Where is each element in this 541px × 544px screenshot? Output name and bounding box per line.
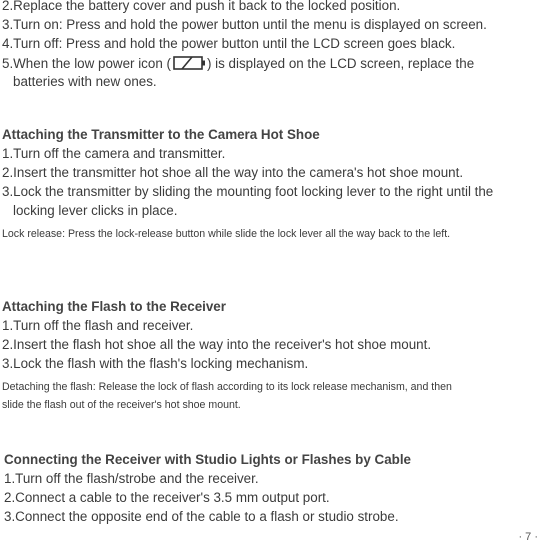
transmitter-step-3-continued: locking lever clicks in place. bbox=[13, 203, 178, 218]
page-number: · 7 · bbox=[518, 531, 538, 543]
receiver-step-1: 1.Turn off the flash and receiver. bbox=[2, 318, 194, 333]
transmitter-step-3: 3.Lock the transmitter by sliding the mounting foot locking lever to the right until the bbox=[2, 184, 494, 199]
cable-step-3: 3.Connect the opposite end of the cable to a flash or studio strobe. bbox=[4, 509, 399, 524]
cable-heading: Connecting the Receiver with Studio Lights or Flashes by Cable bbox=[4, 452, 411, 467]
transmitter-step-1: 1.Turn off the camera and transmitter. bbox=[2, 146, 226, 161]
battery-step-4: 4.Turn off: Press and hold the power button until the LCD screen goes black. bbox=[2, 36, 456, 51]
receiver-step-2: 2.Insert the flash hot shoe all the way into the receiver's hot shoe mount. bbox=[2, 337, 432, 352]
battery-step-5 bbox=[2, 55, 474, 75]
low-battery-icon bbox=[172, 55, 206, 75]
receiver-note-line-1: Detaching the flash: Release the lock of flash according to its lock release mechanism, and then bbox=[2, 381, 452, 393]
receiver-step-3: 3.Lock the flash with the flash's locking mechanism. bbox=[2, 356, 309, 371]
battery-step-2: 2.Replace the battery cover and push it back to the locked position. bbox=[2, 0, 401, 13]
transmitter-heading: Attaching the Transmitter to the Camera Hot Shoe bbox=[2, 127, 320, 142]
transmitter-step-2: 2.Insert the transmitter hot shoe all the way into the camera's hot shoe mount. bbox=[2, 165, 464, 180]
receiver-heading: Attaching the Flash to the Receiver bbox=[2, 299, 226, 314]
battery-step-5-text-before: 5.When the low power icon ( bbox=[2, 56, 171, 71]
battery-step-5-continued: batteries with new ones. bbox=[13, 74, 157, 89]
cable-step-1: 1.Turn off the flash/strobe and the receiver. bbox=[4, 471, 259, 486]
transmitter-note: Lock release: Press the lock-release button while slide the lock lever all the way back to the left. bbox=[2, 228, 451, 240]
receiver-note-line-2: slide the flash out of the receiver's hot shoe mount. bbox=[2, 399, 241, 411]
battery-step-3: 3.Turn on: Press and hold the power button until the menu is displayed on screen. bbox=[2, 17, 487, 32]
cable-step-2: 2.Connect a cable to the receiver's 3.5 mm output port. bbox=[4, 490, 330, 505]
battery-step-5-text-after: ) is displayed on the LCD screen, replace the bbox=[206, 56, 475, 71]
